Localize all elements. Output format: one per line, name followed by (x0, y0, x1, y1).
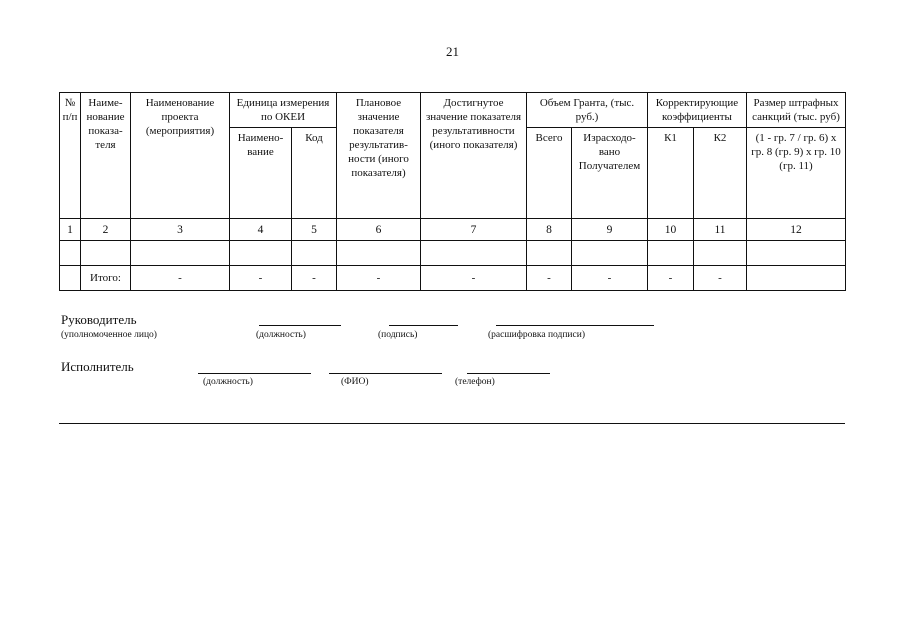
phone-line (467, 373, 550, 374)
col-number: 1 (60, 219, 81, 241)
signature-line (389, 325, 458, 326)
empty-cell (60, 241, 81, 266)
total-cell: - (694, 266, 747, 291)
empty-cell (131, 241, 230, 266)
empty-cell (572, 241, 648, 266)
grant-results-table (59, 92, 846, 291)
signature-label: (подпись) (378, 330, 418, 340)
total-cell: - (292, 266, 337, 291)
page-number: 21 (446, 44, 459, 59)
col-number: 6 (337, 219, 421, 241)
column-numbers-row (60, 219, 846, 241)
unit-group-header: Единица измерения по ОКЕИ (230, 93, 337, 128)
position-line (259, 325, 341, 326)
total-label: Итого: (81, 266, 131, 291)
col-indicator-header: Наиме-нование показа-теля (81, 93, 131, 219)
total-cell: - (648, 266, 694, 291)
col-number: 11 (694, 219, 747, 241)
executor-title: Исполнитель (61, 359, 134, 374)
col-number: 7 (421, 219, 527, 241)
header-row-1 (60, 93, 846, 128)
col-number: 5 (292, 219, 337, 241)
empty-cell (648, 241, 694, 266)
unit-name-header: Наимено-вание (230, 128, 292, 219)
head-title: Руководитель (61, 312, 137, 327)
col-project-header: Наименование проекта (мероприятия) (131, 93, 230, 219)
col-number: 3 (131, 219, 230, 241)
total-cell: - (230, 266, 292, 291)
col-number: 9 (572, 219, 648, 241)
k1-header: К1 (648, 128, 694, 219)
total-cell: - (337, 266, 421, 291)
empty-cell (527, 241, 572, 266)
executor-position-label: (должность) (203, 377, 253, 387)
col-number: 2 (81, 219, 131, 241)
empty-cell (81, 241, 131, 266)
total-cell: - (131, 266, 230, 291)
bottom-divider (59, 423, 845, 424)
col-number: 4 (230, 219, 292, 241)
col-number: 12 (747, 219, 846, 241)
total-cell: - (421, 266, 527, 291)
head-subtitle: (уполномоченное лицо) (61, 330, 157, 340)
decipher-line (496, 325, 654, 326)
total-cell: - (572, 266, 648, 291)
empty-cell (747, 241, 846, 266)
total-cell: - (527, 266, 572, 291)
col-number: 8 (527, 219, 572, 241)
col-num-header: № п/п (60, 93, 81, 219)
decipher-label: (расшифровка подписи) (488, 330, 585, 340)
k2-header: К2 (694, 128, 747, 219)
empty-cell (230, 241, 292, 266)
empty-cell (421, 241, 527, 266)
fio-label: (ФИО) (341, 377, 369, 387)
grant-total-header: Всего (527, 128, 572, 219)
coef-group-header: Корректирующие коэффициенты (648, 93, 747, 128)
penalty-group-header: Размер штрафных санкций (тыс. руб) (747, 93, 846, 128)
total-cell (60, 266, 81, 291)
total-cell (747, 266, 846, 291)
empty-cell (337, 241, 421, 266)
unit-code-header: Код (292, 128, 337, 219)
grant-spent-header: Израсходо-вано Получателем (572, 128, 648, 219)
fio-line (329, 373, 442, 374)
empty-cell (292, 241, 337, 266)
executor-position-line (198, 373, 311, 374)
penalty-formula-header: (1 - гр. 7 / гр. 6) x гр. 8 (гр. 9) x гр. 10 (гр. 11) (747, 128, 846, 219)
empty-data-row (60, 241, 846, 266)
total-row (60, 266, 846, 291)
col-achieved-header: Достигнутое значение показателя результативности (иного показателя) (421, 93, 527, 219)
phone-label: (телефон) (455, 377, 495, 387)
empty-cell (694, 241, 747, 266)
grant-group-header: Объем Гранта, (тыс. руб.) (527, 93, 648, 128)
position-label: (должность) (256, 330, 306, 340)
col-planned-header: Плановое значение показателя результатив-ности (иного показателя) (337, 93, 421, 219)
col-number: 10 (648, 219, 694, 241)
